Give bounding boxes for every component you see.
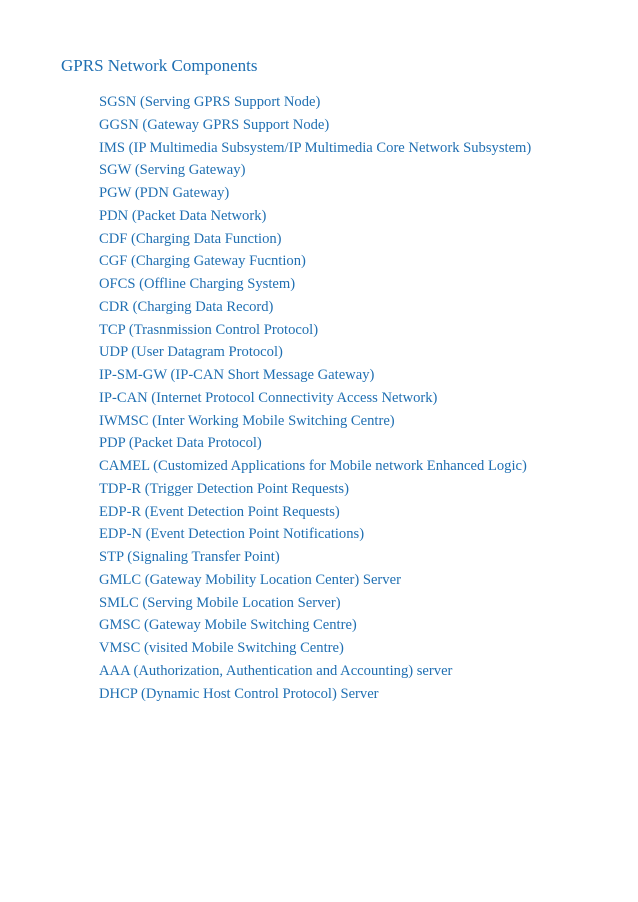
- list-item: EDP-N (Event Detection Point Notifications): [99, 526, 365, 543]
- list-item: CDF (Charging Data Function): [99, 230, 282, 247]
- list-item: DHCP (Dynamic Host Control Protocol) Server: [99, 685, 379, 702]
- list-item: IP-SM-GW (IP-CAN Short Message Gateway): [99, 367, 375, 383]
- list-item: AAA (Authorization, Authentication and Accounting) server: [99, 662, 453, 679]
- list-item: SGSN (Serving GPRS Support Node): [99, 94, 321, 110]
- list-item: STP (Signaling Transfer Point): [99, 549, 280, 565]
- list-item: GMLC (Gateway Mobility Location Center) Server: [99, 571, 401, 588]
- component-list: [99, 91, 531, 705]
- page-title: GPRS Network Components: [61, 56, 258, 75]
- list-item: EDP-R (Event Detection Point Requests): [99, 503, 340, 520]
- list-item: TDP-R (Trigger Detection Point Requests): [99, 480, 349, 497]
- list-item: CDR (Charging Data Record): [99, 298, 274, 315]
- list-item: GGSN (Gateway GPRS Support Node): [99, 116, 330, 133]
- list-item: VMSC (visited Mobile Switching Centre): [99, 640, 344, 656]
- list-item: IP-CAN (Internet Protocol Connectivity Access Network): [99, 389, 438, 406]
- list-item: PGW (PDN Gateway): [99, 185, 230, 201]
- list-item: PDN (Packet Data Network): [99, 207, 267, 224]
- list-item: PDP (Packet Data Protocol): [99, 435, 262, 452]
- list-item: TCP (Trasnmission Control Protocol): [99, 321, 319, 338]
- list-item: IMS (IP Multimedia Subsystem/IP Multimedia Core Network Subsystem): [99, 139, 532, 156]
- list-item: SMLC (Serving Mobile Location Server): [99, 594, 341, 611]
- list-item: CAMEL (Customized Applications for Mobile network Enhanced Logic): [99, 458, 527, 474]
- list-item: IWMSC (Inter Working Mobile Switching Centre): [99, 412, 395, 429]
- list-item: UDP (User Datagram Protocol): [99, 344, 283, 361]
- list-item: SGW (Serving Gateway): [99, 162, 246, 179]
- list-item: GMSC (Gateway Mobile Switching Centre): [99, 617, 357, 634]
- list-item: OFCS (Offline Charging System): [99, 276, 296, 292]
- list-item: CGF (Charging Gateway Fucntion): [99, 253, 306, 270]
